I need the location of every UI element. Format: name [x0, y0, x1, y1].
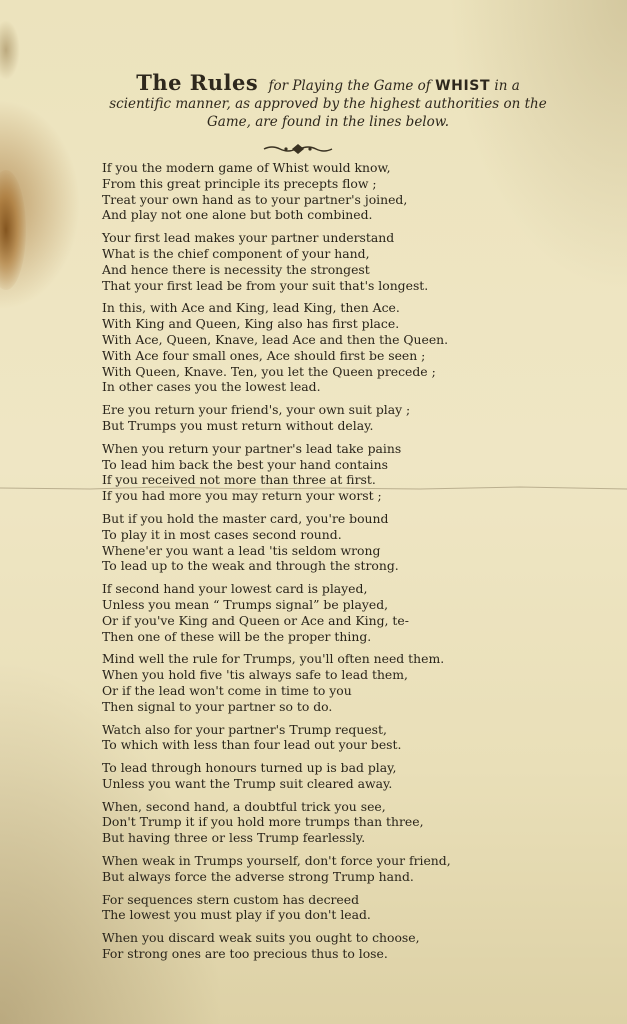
paper-tear — [0, 486, 627, 490]
stanza — [102, 760, 522, 792]
poem-line: When you discard weak suits you ought to choose, — [102, 930, 420, 946]
stanza — [102, 230, 522, 293]
poem-line: To lead him back the best your hand contains — [102, 456, 388, 472]
stanza — [102, 722, 522, 754]
poem-line: Or if you've King and Queen or Ace and King, te- — [102, 612, 409, 628]
poem-line: And hence there is necessity the strongest — [102, 261, 370, 277]
poem-line: Whene'er you want a lead 'tis seldom wrong — [102, 542, 381, 558]
poem-line: If you had more you may return your worst ; — [102, 488, 382, 504]
intro-text: in a scientific manner, as approved by the highest authorities on the Game, are found in the lines below. — [109, 78, 547, 130]
poem-line: Unless you want the Trump suit cleared away. — [102, 775, 393, 791]
poem-line: Watch also for your partner's Trump request, — [102, 721, 387, 737]
poem-line: If second hand your lowest card is played, — [102, 581, 368, 597]
rules-header — [108, 70, 548, 131]
poem-line: But Trumps you must return without delay. — [102, 417, 374, 433]
poem-line: In other cases you the lowest lead. — [102, 379, 321, 395]
poem-line: Or if the lead won't come in time to you — [102, 682, 352, 698]
poem-line: Then signal to your partner so to do. — [102, 698, 333, 714]
poem-line: Mind well the rule for Trumps, you'll often need them. — [102, 651, 445, 667]
game-name: WHIST — [435, 78, 491, 94]
poem-line: To lead through honours turned up is bad play, — [102, 760, 397, 776]
stanza — [102, 651, 522, 714]
poem-line: With King and Queen, King also has first place. — [102, 316, 400, 332]
rules-title: The Rules — [136, 70, 259, 95]
poem-line: Treat your own hand as to your partner's joined, — [102, 191, 408, 207]
stanza — [102, 799, 522, 846]
poem-line: To which with less than four lead out your best. — [102, 737, 402, 753]
stanza — [102, 581, 522, 644]
stanza — [102, 892, 522, 924]
poem-line: Your first lead makes your partner understand — [102, 230, 395, 246]
poem-line: Ere you return your friend's, your own suit play ; — [102, 402, 411, 418]
paper-stain — [0, 20, 20, 80]
poem-line: Don't Trump it if you hold more trumps than three, — [102, 814, 424, 830]
poem-line: When, second hand, a doubtful trick you see, — [102, 798, 386, 814]
poem-line: If you received not more than three at first. — [102, 472, 376, 488]
stanza — [102, 853, 522, 885]
poem-line: But if you hold the master card, you're bound — [102, 510, 389, 526]
poem-line: But always force the adverse strong Trump hand. — [102, 868, 414, 884]
poem-line: With Ace four small ones, Ace should first be seen ; — [102, 347, 426, 363]
poem-line: From this great principle its precepts flow ; — [102, 175, 377, 191]
stanza — [102, 402, 522, 434]
poem-line: Unless you mean “ Trumps signal” be played, — [102, 596, 389, 612]
poem-line: To lead up to the weak and through the strong. — [102, 558, 399, 574]
poem-line: For strong ones are too precious thus to lose. — [102, 946, 388, 962]
poem-line: Then one of these will be the proper thing. — [102, 628, 372, 644]
poem-line: When you hold five 'tis always safe to lead them, — [102, 667, 408, 683]
poem-line: When weak in Trumps yourself, don't force your friend, — [102, 853, 451, 869]
poem-line: If you the modern game of Whist would know, — [102, 160, 391, 175]
poem-line: For sequences stern custom has decreed — [102, 891, 360, 907]
poem-line: With Ace, Queen, Knave, lead Ace and then the Queen. — [102, 331, 449, 347]
poem-line: But having three or less Trump fearlessly. — [102, 830, 366, 846]
ornament-divider-icon — [262, 142, 334, 156]
poem-line: When you return your partner's lead take pains — [102, 440, 402, 456]
poem-line: That your first lead be from your suit that's longest. — [102, 277, 429, 293]
stanza — [102, 930, 522, 962]
poem-line: To play it in most cases second round. — [102, 526, 342, 542]
poem-line: The lowest you must play if you don't lead. — [102, 907, 371, 923]
poem-line: And play not one alone but both combined. — [102, 207, 373, 223]
intro-text: for Playing the Game of — [268, 78, 431, 94]
stanza — [102, 160, 522, 223]
poem-line: With Queen, Knave. Ten, you let the Queen precede ; — [102, 363, 436, 379]
stanza — [102, 511, 522, 574]
stanza — [102, 300, 522, 395]
rules-poem — [102, 160, 522, 969]
poem-line: In this, with Ace and King, lead King, then Ace. — [102, 300, 400, 316]
poem-line: What is the chief component of your hand, — [102, 245, 370, 261]
stanza — [102, 441, 522, 504]
paper-stain — [0, 170, 26, 290]
